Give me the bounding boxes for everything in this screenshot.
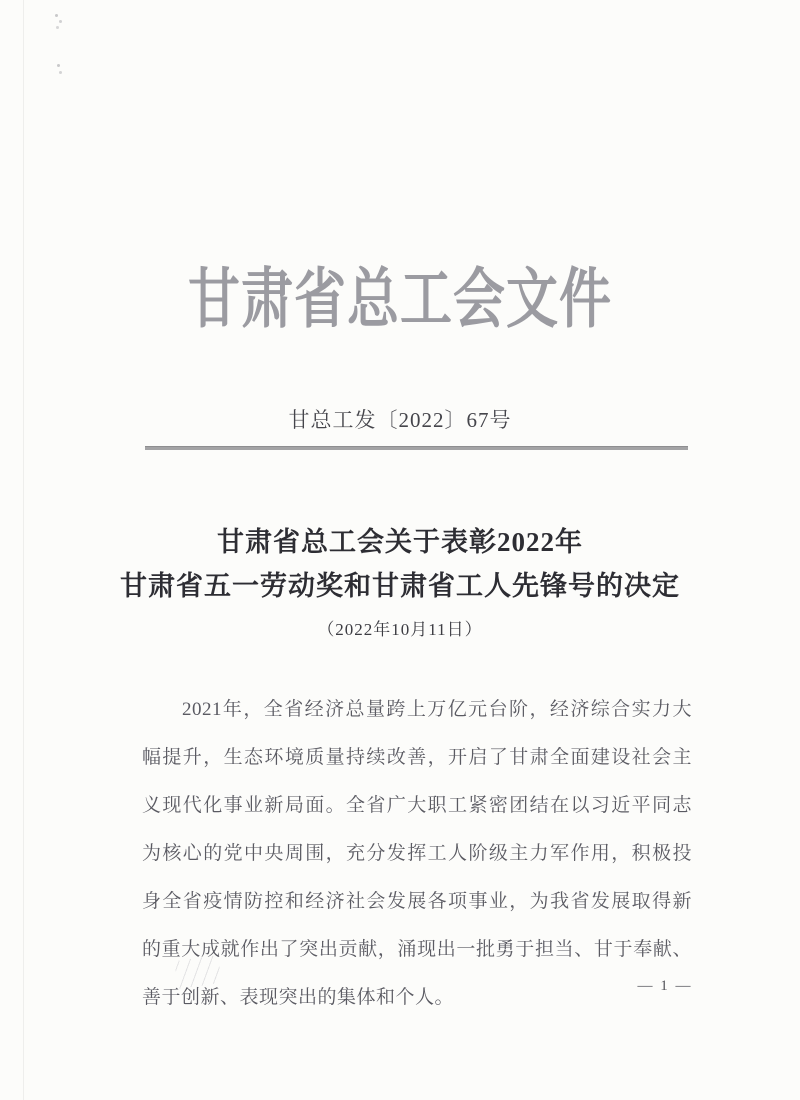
body-line: 善于创新、表现突出的集体和个人。 <box>142 987 455 1008</box>
body-line: 为核心的党中央周围，充分发挥工人阶级主力军作用，积极投 <box>142 843 692 864</box>
body-line: 的重大成就作出了突出贡献，涌现出一批勇于担当、甘于奉献、 <box>142 939 692 960</box>
body-line: 2021年，全省经济总量跨上万亿元台阶，经济综合实力大 <box>182 699 692 720</box>
body-line: 幅提升，生态环境质量持续改善，开启了甘肃全面建设社会主 <box>142 747 692 768</box>
body-line: 义现代化事业新局面。全省广大职工紧密团结在以习近平同志 <box>142 795 692 816</box>
page-number: — 1 — <box>637 978 693 994</box>
document-title-line-2: 甘肃省五一劳动奖和甘肃省工人先锋号的决定 <box>120 571 680 601</box>
document-title-block <box>0 520 800 652</box>
scan-artifact <box>55 14 58 17</box>
body-paragraph <box>142 686 692 1022</box>
scan-artifact <box>57 64 60 67</box>
body-line: 身全省疫情防控和经济社会发展各项事业，为我省发展取得新 <box>142 891 692 912</box>
document-date: （2022年10月11日） <box>317 620 483 639</box>
document-title-line-1: 甘肃省总工会关于表彰2022年 <box>217 527 583 557</box>
document-header-title: 甘肃省总工会文件 <box>187 264 612 336</box>
document-number: 甘总工发〔2022〕67号 <box>288 408 512 432</box>
header-divider-rule <box>145 446 688 450</box>
